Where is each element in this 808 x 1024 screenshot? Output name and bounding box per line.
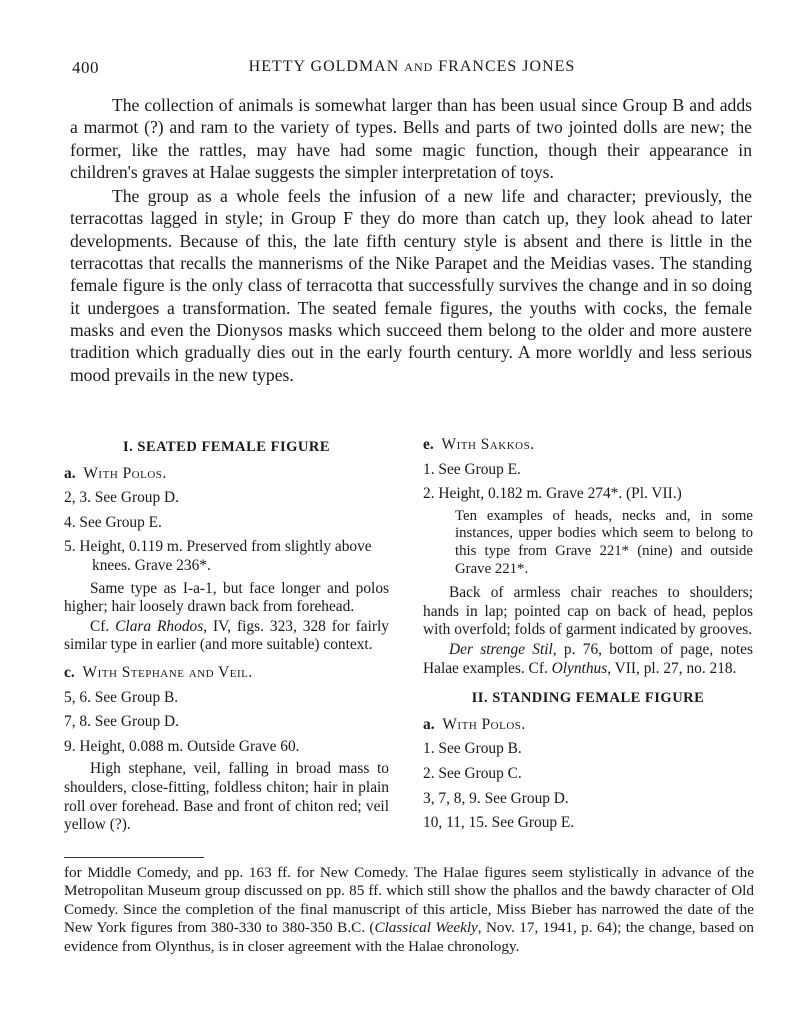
subsection-letter: a. (423, 715, 435, 733)
page-number: 400 (72, 58, 99, 77)
catalog-entry: 9. Height, 0.088 m. Outside Grave 60. (64, 737, 300, 755)
catalog-entry: 2. Height, 0.182 m. Grave 274*. (Pl. VII.) (423, 485, 682, 503)
catalog-entry: 4. See Group E. (64, 513, 162, 531)
footnote-text (64, 864, 754, 956)
intro-text (70, 94, 752, 388)
subsection-a-polos (64, 465, 389, 484)
journal-title: Classical Weekly (374, 919, 478, 937)
footnote (64, 864, 754, 956)
subsection-label: With Polos. (83, 464, 167, 482)
catalog-entry: 10, 11, 15. See Group E. (423, 814, 575, 832)
catalog-entry: 1. See Group E. (423, 460, 521, 478)
subsection-letter: c. (64, 663, 75, 681)
author-1: HETTY GOLDMAN (248, 58, 400, 75)
entry-reference (423, 641, 753, 678)
catalog-entry: 1. See Group B. (423, 740, 522, 758)
intro-paragraph-1: The collection of animals is somewhat larger than has been usual since Group B and adds a marmot (?) and ram to the variety of types. Bells and parts of two jointed dolls are new; the former, like the rattles, may have had some magic function, though their appearance in children's graves at Halae suggests the simpler interpretation of toys. (70, 95, 752, 182)
running-head (72, 58, 752, 76)
reference-text: , p. 76, bottom of page, notes Halae examples. Cf. (423, 640, 753, 677)
footnote-rule (64, 857, 204, 858)
author-conjunction: AND (404, 60, 434, 74)
catalog-entry: 5. Height, 0.119 m. Preserved from slightly above knees. Grave 236*. (64, 538, 372, 574)
reference-text: , IV, figs. 323, 328 for fairly similar type in earlier (and more suitable) context. (64, 617, 389, 654)
era-abbreviation: B.C. (337, 919, 365, 937)
footnote-part: , Nov. 17, 1941, p. 64); the change, based on evidence from Olynthus, is in closer agreement with the Halae chronology. (64, 919, 755, 955)
section-title-seated: I. SEATED FEMALE FIGURE (122, 439, 330, 455)
reference-title: Clara Rhodos (115, 617, 204, 635)
left-column (64, 436, 389, 836)
intro-paragraph-2: The group as a whole feels the infusion of a new life and character; previously, the terracottas lagged in style; in Group F they do more than catch up, they look ahead to later developments. Because of this, the late fifth century style is absent and there is little in the terracottas that recalls the mannerisms of the Nike Parapet and the Meidias vases. The standing female figure is the only class of terracotta that successfully survives the change and in so doing it undergoes a transformation. The seated female figures, the youths with cocks, the female masks and even the Dionysos masks which succeed them belong to the older and more austere tradition which gradually dies out in the early fourth century. A more worldly and less serious mood prevails in the new types. (70, 186, 752, 385)
subsection-e-sakkos (423, 436, 753, 455)
reference-text: , VII, pl. 27, no. 218. (607, 659, 737, 677)
footnote-part: ( (365, 919, 375, 937)
page-header (72, 58, 752, 82)
subsection-label: With Sakkos. (441, 436, 535, 453)
entry-subnote: Ten examples of heads, necks and, in some instances, upper bodies which seem to belong to this type from Grave 221* (nine) and outside Grave 221*. (455, 507, 753, 577)
catalog-entry: 3, 7, 8, 9. See Group D. (423, 789, 569, 807)
catalog-entry: 2. See Group C. (423, 764, 522, 782)
footnote-part: for Middle Comedy, and pp. 163 ff. for New Comedy. The Halae figures seem stylistically in advance of the Metropolitan Museum group discussed on pp. 85 ff. which still show the phallos and the bawdy character of Old Comedy. Since the completion of the final manuscript of this article, Miss Bieber has narrowed the date of the New York figures from 380-330 to 380-350 (64, 864, 754, 937)
author-2: FRANCES JONES (438, 58, 576, 75)
reference-title: Der strenge Stil (449, 640, 553, 658)
right-column (423, 436, 753, 839)
subsection-a-polos (423, 716, 753, 735)
subsection-letter: a. (64, 464, 76, 482)
entry-description: High stephane, veil, falling in broad mass to shoulders, close-fitting, foldless chiton; hair in plain roll over forehead. Base and front of chiton red; veil yellow (?). (64, 760, 389, 834)
subsection-letter: e. (423, 436, 434, 453)
catalog-entry: 7, 8. See Group D. (64, 713, 179, 731)
reference-text: Cf. (90, 617, 116, 635)
subsection-c-stephane (64, 664, 389, 683)
catalog-entry: 5, 6. See Group B. (64, 688, 179, 706)
entry-description: Same type as I-a-1, but face longer and polos higher; hair loosely drawn back from forehead. (64, 579, 389, 616)
section-title-standing: II. STANDING FEMALE FIGURE (471, 690, 705, 707)
entry-reference (64, 618, 389, 655)
catalog-entry: 2, 3. See Group D. (64, 489, 179, 507)
subsection-label: With Stephane and Veil. (82, 663, 253, 681)
subsection-label: With Polos. (442, 715, 526, 733)
entry-description: Back of armless chair reaches to shoulders; hands in lap; pointed cap on back of head, peplos with overfold; folds of garment indicated by grooves. (423, 584, 753, 639)
reference-title: Olynthus (551, 659, 608, 677)
